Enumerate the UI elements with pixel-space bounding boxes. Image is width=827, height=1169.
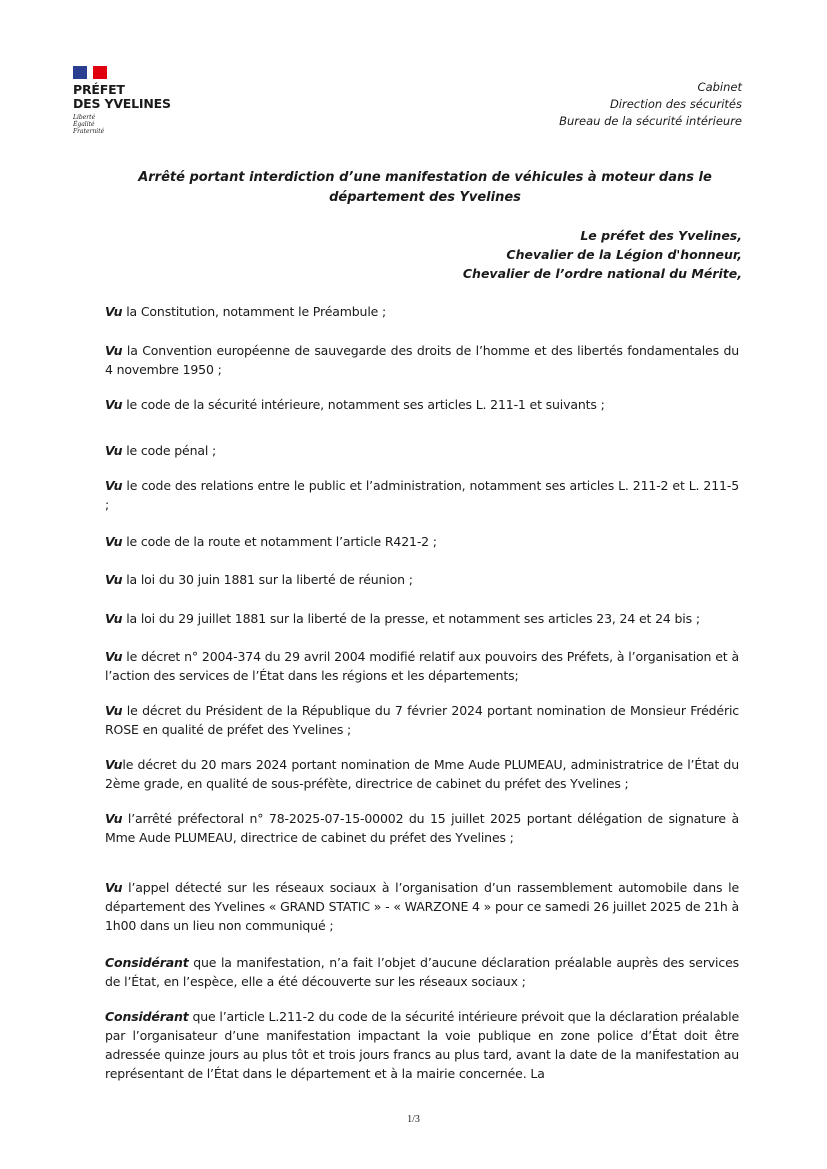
recital-text: la loi du 30 juin 1881 sur la liberté de réunion ; <box>122 572 413 587</box>
recital-text: que l’article L.211-2 du code de la sécurité intérieure prévoit que la déclaration préalable par l’organisateur d’une manifestation impactant la voie publique en zone police d’État doit être adressée quinze jours au plus tôt et trois jours francs au plus tard, avant la date de la manifestation au représentant de l’État dans le département et à la mairie concernée. La <box>105 1009 739 1081</box>
recital-lead: Vu <box>105 880 123 895</box>
recital-lead: Vu <box>105 757 123 772</box>
recital-lead: Vu <box>105 649 123 664</box>
recital-paragraph <box>105 755 739 793</box>
recital-paragraph <box>105 341 739 379</box>
french-flag-icon <box>73 66 107 79</box>
prefect-titles <box>463 226 742 283</box>
motto-liberte: Liberté <box>73 114 96 121</box>
issuing-service <box>559 79 742 130</box>
service-line: Direction des sécurités <box>609 97 742 111</box>
recital-text: la Convention européenne de sauvegarde des droits de l’homme et des libertés fondamentales du 4 novembre 1950 ; <box>105 343 739 377</box>
recital-paragraph <box>105 701 739 739</box>
logo-text <box>73 83 171 111</box>
recital-text: le code pénal ; <box>122 443 217 458</box>
logo-line2: DES YVELINES <box>73 96 171 111</box>
recital-lead: Considérant <box>105 1009 189 1024</box>
prefect-line: Le préfet des Yvelines, <box>580 228 742 243</box>
logo-motto <box>73 114 171 135</box>
recital-paragraph <box>105 1007 739 1083</box>
recital-text: la loi du 29 juillet 1881 sur la liberté de la presse, et notamment ses articles 23, 24 et 24 bis ; <box>122 611 700 626</box>
recital-paragraph <box>105 878 739 935</box>
recital-lead: Vu <box>105 443 123 458</box>
recital-text: que la manifestation, n’a fait l’objet d’aucune déclaration préalable auprès des services de l’État, en l’espèce, elle a été découverte sur les réseaux sociaux ; <box>105 955 739 989</box>
recital-lead: Vu <box>105 611 123 626</box>
recital-lead: Vu <box>105 703 123 718</box>
recital-lead: Vu <box>105 811 123 826</box>
recital-paragraph <box>105 647 739 685</box>
recital-text: le code de la sécurité intérieure, notamment ses articles L. 211-1 et suivants ; <box>122 397 605 412</box>
recital-paragraph <box>105 476 739 514</box>
page-number: 1/3 <box>407 1114 420 1125</box>
recital-paragraph <box>105 609 739 628</box>
recital-paragraph <box>105 809 739 847</box>
recital-lead: Vu <box>105 534 123 549</box>
recital-lead: Vu <box>105 572 123 587</box>
prefecture-logo <box>73 66 171 135</box>
prefect-line: Chevalier de la Légion d'honneur, <box>506 247 742 262</box>
recital-lead: Vu <box>105 478 123 493</box>
recital-text: le décret du 20 mars 2024 portant nomination de Mme Aude PLUMEAU, administratrice de l’État du 2ème grade, en qualité de sous-préfète, directrice de cabinet du préfet des Yvelines ; <box>105 757 739 791</box>
service-line: Cabinet <box>697 80 742 94</box>
recital-lead: Considérant <box>105 955 189 970</box>
recital-paragraph <box>105 441 739 460</box>
recital-paragraph <box>105 395 739 414</box>
recital-lead: Vu <box>105 343 123 358</box>
prefect-line: Chevalier de l’ordre national du Mérite, <box>462 266 742 281</box>
recital-lead: Vu <box>105 397 123 412</box>
motto-fraternite: Fraternité <box>73 128 105 135</box>
recital-paragraph <box>105 953 739 991</box>
recital-text: la Constitution, notamment le Préambule ; <box>122 304 387 319</box>
recital-paragraph <box>105 570 739 589</box>
recital-text: le code des relations entre le public et l’administration, notamment ses articles L. 211-2 et L. 211-5 ; <box>105 478 739 512</box>
document-title: Arrêté portant interdiction d’une manifestation de véhicules à moteur dans le département des Yvelines <box>138 170 712 205</box>
recital-text: l’arrêté préfectoral n° 78-2025-07-15-00002 du 15 juillet 2025 portant délégation de signature à Mme Aude PLUMEAU, directrice de cabinet du préfet des Yvelines ; <box>105 811 739 845</box>
recital-lead: Vu <box>105 304 123 319</box>
service-line: Bureau de la sécurité intérieure <box>559 114 742 128</box>
recital-paragraph <box>105 532 739 551</box>
recital-text: l’appel détecté sur les réseaux sociaux à l’organisation d’un rassemblement automobile dans le département des Yvelines « GRAND STATIC » - « WARZONE 4 » pour ce samedi 26 juillet 2025 de 21h à 1h00 dans un lieu non communiqué ; <box>105 880 739 933</box>
recital-paragraph <box>105 302 739 321</box>
motto-egalite: Égalité <box>73 121 95 128</box>
recital-text: le décret du Président de la République du 7 février 2024 portant nomination de Monsieur Frédéric ROSE en qualité de préfet des Yvelines ; <box>105 703 739 737</box>
recital-text: le décret n° 2004-374 du 29 avril 2004 modifié relatif aux pouvoirs des Préfets, à l’organisation et à l’action des services de l’État dans les régions et les départements; <box>105 649 739 683</box>
recital-text: le code de la route et notamment l’article R421-2 ; <box>122 534 437 549</box>
logo-line1: PRÉFET <box>73 82 125 97</box>
